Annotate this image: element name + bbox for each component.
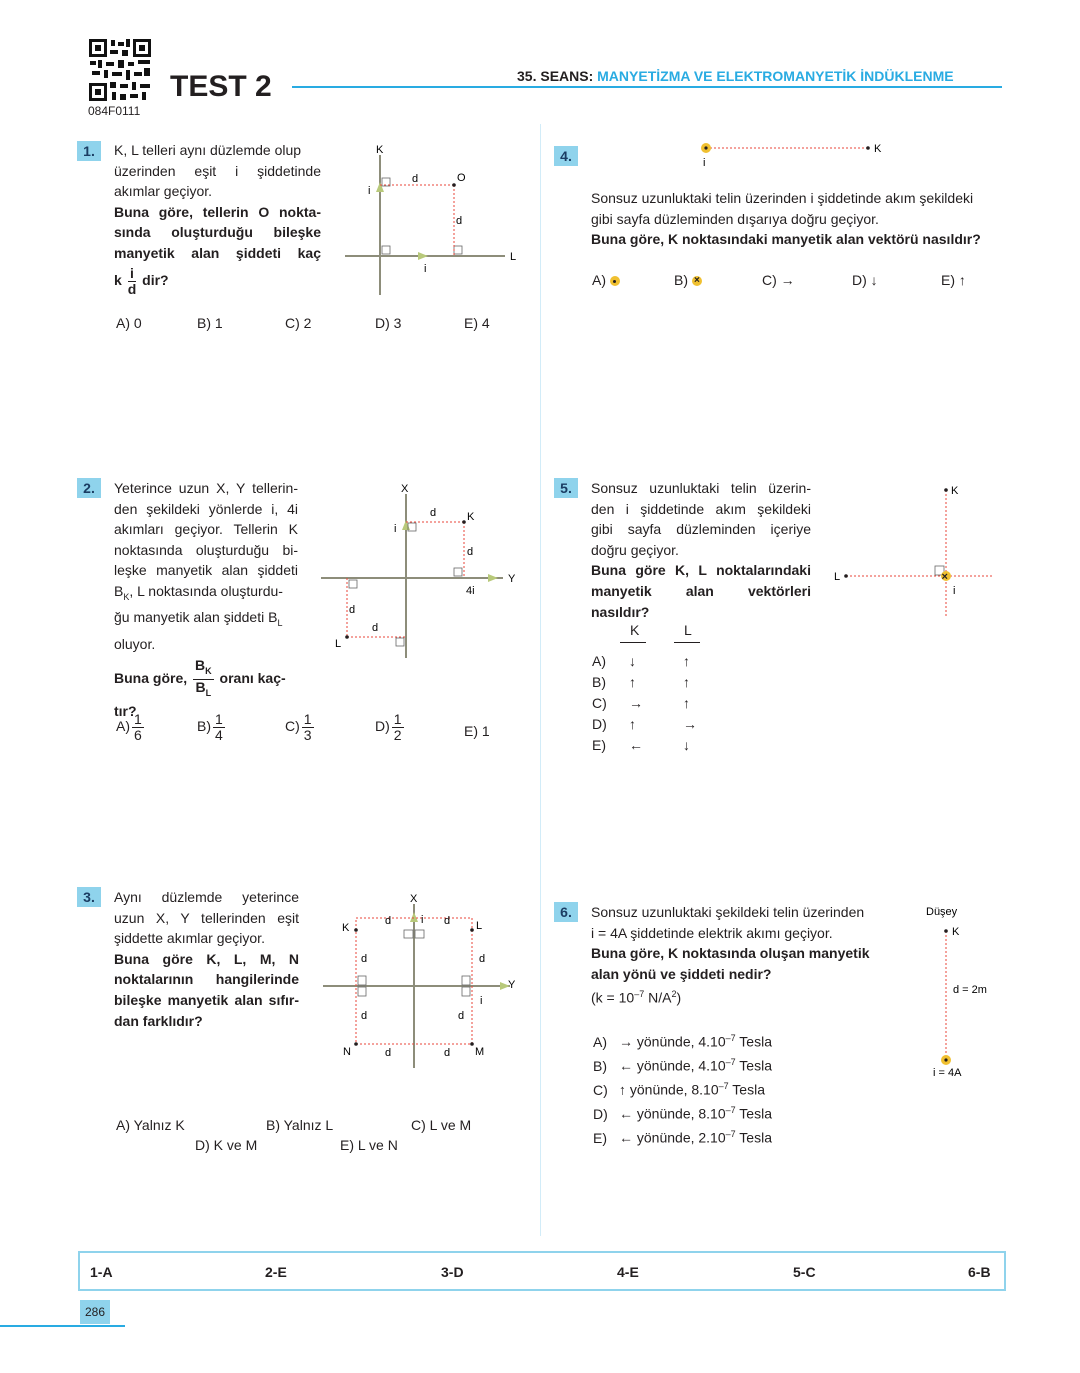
option-label: A) — [592, 653, 606, 669]
option-row-c[interactable] — [592, 695, 712, 715]
option-c[interactable] — [593, 1081, 765, 1098]
fraction-numerator: i — [128, 266, 137, 282]
question-1-text — [114, 140, 321, 297]
superscript: –7 — [725, 1057, 736, 1067]
unit: Tesla — [735, 1057, 772, 1074]
test-title: TEST 2 — [170, 70, 272, 103]
text-line: tır? — [114, 702, 137, 719]
symbol: B — [195, 679, 206, 696]
option-text: ← yönünde, 2.10 — [619, 1129, 726, 1146]
fraction — [128, 266, 137, 297]
unit: Tesla — [735, 1129, 772, 1146]
text-line — [114, 581, 298, 607]
option-row-e[interactable] — [592, 737, 712, 757]
label-o: O — [457, 172, 466, 184]
option-text: → yönünde, 4.10 — [619, 1033, 726, 1050]
text: ) — [676, 990, 682, 1007]
text-line — [591, 984, 891, 1008]
option-d[interactable] — [375, 712, 406, 743]
question-number: 2. — [77, 478, 101, 498]
unit: Tesla — [735, 1105, 772, 1122]
option-label: E) — [593, 1129, 607, 1146]
text-line: alan yönü ve şiddeti nedir? — [591, 965, 772, 982]
column-divider — [540, 124, 541, 1236]
question-5-text — [591, 478, 811, 622]
svg-text:×: × — [941, 571, 948, 583]
label-k: K — [342, 922, 350, 934]
option-text: ← yönünde, 8.10 — [619, 1105, 726, 1122]
option-b[interactable]: B) 1 — [197, 315, 223, 331]
option-label: D) — [375, 718, 390, 735]
text-line: K, L telleri aynı düzlemde olup — [114, 142, 302, 158]
header-underline — [620, 642, 646, 643]
label-k: K — [874, 143, 882, 155]
arrow-icon: ↑ — [629, 674, 636, 690]
label-distance: d — [361, 953, 368, 965]
label-distance: d — [444, 915, 451, 927]
label-y: Y — [508, 573, 516, 585]
arrow-icon: ↑ — [683, 674, 690, 690]
unit: Tesla — [728, 1081, 765, 1098]
text-line: leşke manyetik alan şiddeti — [114, 562, 298, 579]
question-4-text — [591, 188, 1001, 250]
option-label: D) — [592, 716, 607, 732]
label-distance: d — [467, 546, 474, 558]
label-k: K — [467, 511, 475, 523]
option-e[interactable] — [593, 1129, 772, 1146]
option-d[interactable] — [593, 1105, 772, 1122]
label-y: Y — [508, 979, 516, 991]
cross-in-icon: × — [692, 276, 702, 286]
option-c[interactable]: C) L ve M — [411, 1117, 472, 1133]
fraction-denominator: 3 — [303, 727, 312, 743]
label-distance: d — [349, 604, 356, 616]
text-line: Sonsuz uzunluktaki telin üzerinden i şiddetinde akım şekildeki — [591, 190, 974, 206]
text-line: sında oluşturduğu bileşke — [114, 224, 321, 241]
question-2-text — [114, 478, 298, 722]
text-line: akımlar geçiyor. — [114, 183, 213, 200]
answer-key-box — [78, 1251, 1006, 1291]
option-label: C) — [285, 718, 300, 735]
option-label: A) — [592, 272, 606, 288]
label-k: K — [376, 144, 384, 156]
fraction-numerator: 1 — [303, 711, 312, 727]
text-line: noktalarının hangilerinde — [114, 971, 299, 988]
answer-key-item: 4-E — [617, 1264, 639, 1280]
fraction — [302, 712, 314, 743]
option-e[interactable]: E) 4 — [464, 315, 490, 331]
text-line: oluyor. — [114, 635, 156, 652]
question-1-figure — [340, 140, 530, 300]
label-x: X — [410, 893, 418, 905]
option-row-b[interactable] — [592, 674, 712, 694]
answer-key-item: 6-B — [968, 1264, 991, 1280]
label-k: K — [951, 485, 959, 497]
superscript: –7 — [725, 1033, 736, 1043]
header-underline — [674, 642, 700, 643]
arrow-icon: ↑ — [683, 695, 690, 711]
arrow-icon: ↑ — [629, 716, 636, 732]
label-distance: d — [444, 1047, 451, 1059]
label-current: i — [424, 263, 427, 275]
unit: Tesla — [735, 1033, 772, 1050]
label-n: N — [343, 1046, 351, 1058]
fraction — [392, 712, 404, 743]
label-distance: d — [385, 915, 392, 927]
option-a[interactable]: A) Yalnız K — [116, 1117, 185, 1133]
option-e[interactable]: E) ↑ — [941, 272, 966, 288]
label-distance: d — [456, 215, 463, 227]
question-6-text — [591, 902, 891, 1009]
fraction-numerator: 1 — [134, 711, 142, 727]
label-current: 4i — [466, 585, 475, 597]
text-line: akımları geçiyor. Tellerin K — [114, 521, 298, 538]
label-distance: d — [479, 953, 486, 965]
text-line: doğru geçiyor. — [591, 541, 679, 558]
option-label: B) — [197, 718, 211, 735]
option-label: B) — [593, 1057, 607, 1074]
arrow-icon: → — [683, 716, 697, 732]
label-distance: d — [385, 1047, 392, 1059]
question-number: 6. — [554, 902, 578, 922]
option-label: D) — [593, 1105, 608, 1122]
text-line: Sonsuz uzunluktaki telin üzerin- — [591, 480, 811, 496]
label-current: i = 4A — [933, 1067, 962, 1079]
fraction-denominator: 6 — [134, 727, 142, 743]
session-title — [517, 68, 954, 84]
text: (k = 10 — [591, 990, 635, 1007]
option-c[interactable] — [285, 712, 316, 743]
symbol: B — [114, 582, 124, 599]
text-line: gibi sayfa düzleminden içeriye — [591, 521, 811, 538]
fraction-denominator: d — [127, 280, 137, 297]
column-header-l: L — [684, 622, 692, 638]
qr-code-label: 084F0111 — [88, 104, 141, 118]
qr-code — [88, 38, 152, 102]
text-line: Buna göre K, L, M, N — [114, 950, 299, 967]
subscript: L — [277, 618, 283, 629]
text: N/A — [644, 990, 672, 1007]
option-d[interactable]: D) 3 — [375, 315, 402, 331]
footer-rule — [0, 1325, 125, 1327]
option-label: A) — [593, 1033, 607, 1050]
label-l: L — [834, 571, 841, 583]
answer-key-item: 3-D — [441, 1264, 464, 1280]
label-distance: d — [412, 173, 419, 185]
label-current: i — [368, 185, 371, 197]
option-b[interactable]: B) Yalnız L — [266, 1117, 334, 1133]
label-current: i — [953, 585, 956, 597]
label-current: i — [421, 914, 424, 926]
dot-out-icon — [610, 276, 620, 286]
fraction — [213, 712, 225, 743]
text-line: Buna göre, K noktasındaki manyetik alan vektörü nasıldır? — [591, 231, 981, 248]
fraction — [193, 658, 214, 701]
topic-label: MANYETİZMA VE ELEKTROMANYETİK İNDÜKLENME — [597, 68, 954, 84]
text-line: Yeterince uzun X, Y tellerin- — [114, 480, 298, 496]
question-number: 3. — [77, 887, 101, 907]
column-header-k: K — [630, 622, 640, 638]
option-c[interactable]: C) → — [762, 272, 795, 288]
text-line: gibi sayfa düzleminden dışarıya doğru geçiyor. — [591, 210, 879, 227]
answer-key-item: 1-A — [90, 1264, 113, 1280]
arrow-icon: ← — [629, 737, 643, 753]
label-k: K — [952, 926, 960, 938]
fraction-denominator: 2 — [393, 727, 402, 743]
subscript: K — [123, 591, 130, 602]
label-distance: d — [458, 1010, 465, 1022]
session-label: 35. SEANS: — [517, 68, 594, 84]
text-line: i = 4A şiddetinde elektrik akımı geçiyor. — [591, 924, 833, 941]
text-suffix: dir? — [142, 271, 169, 288]
question-2-formula — [114, 658, 298, 701]
option-label: C) — [592, 695, 607, 711]
label-l: L — [476, 920, 483, 932]
superscript: –7 — [725, 1129, 736, 1139]
label-distance: d — [372, 622, 379, 634]
label-current: i — [480, 995, 483, 1007]
text-line — [114, 607, 298, 633]
fraction-numerator: 1 — [215, 711, 223, 727]
label-distance: d — [430, 507, 437, 519]
k-symbol: k — [114, 271, 122, 288]
label-distance: d = 2m — [953, 984, 987, 996]
label-current: i — [394, 523, 397, 535]
fraction-denominator: 4 — [215, 727, 223, 743]
option-row-d[interactable] — [592, 716, 712, 736]
question-5-figure — [830, 480, 1000, 620]
label-m: M — [475, 1046, 485, 1058]
label-distance: d — [361, 1010, 368, 1022]
label-l: L — [335, 638, 342, 650]
option-row-a[interactable] — [592, 653, 712, 673]
text-line: noktasında oluşturduğu bi- — [114, 541, 298, 558]
superscript: 2 — [671, 989, 677, 1000]
text-line: Aynı düzlemde yeterince — [114, 889, 299, 905]
question-6-figure — [920, 900, 1005, 1085]
superscript: –7 — [634, 989, 645, 1000]
question-2-figure — [318, 480, 528, 660]
option-text: ↑ yönünde, 8.10 — [619, 1081, 719, 1098]
option-a[interactable] — [593, 1033, 772, 1050]
arrow-icon: ↑ — [683, 653, 690, 669]
label-l: L — [510, 251, 517, 263]
text: oranı kaç- — [219, 670, 286, 687]
text-line: Buna göre, tellerin O nokta- — [114, 203, 321, 220]
question-4-figure — [696, 138, 896, 170]
question-3-text — [114, 887, 299, 1031]
text-line: şiddette akımlar geçiyor. — [114, 930, 265, 947]
fraction-numerator — [193, 658, 214, 680]
text-line: den i şiddetinde akım şekildeki — [591, 500, 811, 517]
text: ğu manyetik alan şiddeti B — [114, 609, 278, 626]
option-label: C) — [593, 1081, 608, 1098]
subscript: L — [205, 687, 212, 698]
text-line: Buna göre K, L noktalarındaki — [591, 562, 811, 579]
arrow-icon: ↓ — [683, 737, 690, 753]
label-current: i — [703, 157, 706, 169]
page-number: 286 — [80, 1300, 110, 1324]
text-line: üzerinden eşit i şiddetinde — [114, 162, 321, 179]
text-line: dan farklıdır? — [114, 1012, 203, 1029]
option-b[interactable] — [197, 712, 227, 743]
option-e[interactable]: E) L ve N — [340, 1137, 398, 1153]
option-e[interactable]: E) 1 — [464, 723, 490, 739]
text-line: manyetik alan şiddeti kaç — [114, 244, 321, 261]
answer-key-item: 5-C — [793, 1264, 816, 1280]
arrow-icon: ↓ — [629, 653, 636, 669]
option-a[interactable] — [116, 712, 146, 743]
option-label: B) — [674, 272, 688, 288]
text-line: manyetik alan vektörleri nasıldır? — [591, 582, 811, 620]
text-line: Buna göre, K noktasında oluşan manyetik — [591, 945, 870, 962]
fraction — [132, 712, 144, 743]
answer-key-item: 2-E — [265, 1264, 287, 1280]
option-label: A) — [116, 718, 130, 735]
text-line: den şekildeki yönlerde i, 4i — [114, 500, 298, 517]
superscript: –7 — [725, 1105, 736, 1115]
symbol: B — [195, 657, 206, 674]
question-3-figure — [320, 888, 530, 1070]
text-line: bileşke manyetik alan sıfır- — [114, 991, 299, 1008]
question-1-formula — [114, 266, 321, 297]
option-a[interactable]: A) 0 — [116, 315, 142, 331]
arrow-icon: → — [629, 695, 643, 711]
header-rule — [292, 86, 1002, 88]
text: , L noktasında oluşturdu- — [129, 582, 283, 599]
option-a[interactable] — [592, 272, 620, 288]
question-number: 5. — [554, 478, 578, 498]
fraction-numerator: 1 — [393, 711, 402, 727]
label-x: X — [401, 483, 409, 495]
subscript: K — [205, 666, 212, 677]
option-d[interactable]: D) K ve M — [195, 1137, 258, 1153]
option-text: ← yönünde, 4.10 — [619, 1057, 726, 1074]
fraction-denominator — [193, 680, 214, 701]
option-b[interactable] — [593, 1057, 772, 1074]
superscript: –7 — [718, 1081, 729, 1091]
option-d[interactable]: D) ↓ — [852, 272, 878, 288]
text: Buna göre, — [114, 670, 188, 687]
option-label: B) — [592, 674, 606, 690]
text-line: Sonsuz uzunluktaki şekildeki telin üzerinden — [591, 904, 865, 920]
text-line: uzun X, Y tellerinden eşit — [114, 909, 299, 926]
option-label: E) — [592, 737, 606, 753]
question-number: 4. — [554, 146, 578, 166]
option-b[interactable] — [674, 272, 702, 288]
option-c[interactable]: C) 2 — [285, 315, 312, 331]
label-vertical: Düşey — [926, 906, 958, 918]
question-number: 1. — [77, 141, 101, 161]
